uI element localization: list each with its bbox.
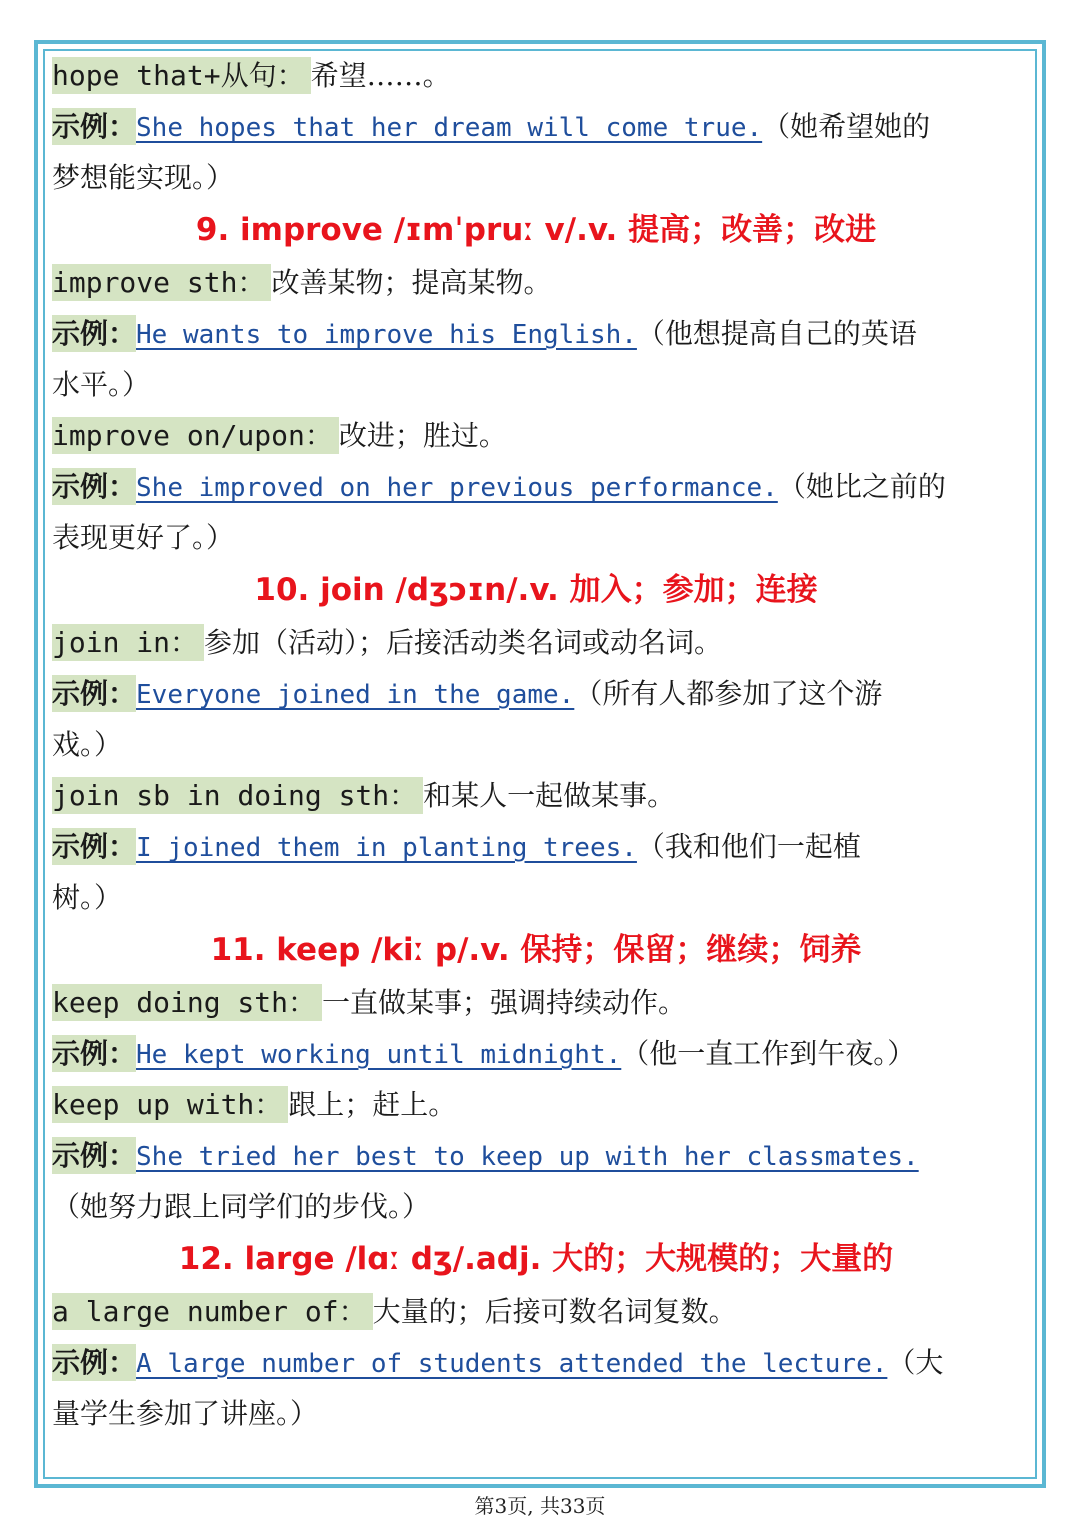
example-line [52,1130,1020,1181]
example-label: 示例： [52,1037,137,1070]
phrase-term: improve sth： [52,264,271,301]
example-line [52,1337,1020,1388]
entry-heading: 10. join /dʒɔɪn/.v. 加入；参加；连接 [254,572,818,608]
entry-heading: 12. large /lɑː dʒ/.adj. 大的；大规模的；大量的 [178,1241,894,1277]
phrase-line [52,410,1020,461]
phrase-term: a large number of： [52,1293,373,1330]
phrase-meaning: 改进；胜过。 [338,419,507,452]
example-translation-continued: 梦想能实现。） [52,161,235,194]
example-label: 示例： [52,317,137,350]
example-translation: （我和他们一起植 [636,830,861,863]
phrase-term: hope that+从句： [52,57,311,94]
example-line [52,101,1020,152]
example-sentence: Everyone joined in the game. [136,680,575,710]
phrase-term: join in： [52,624,204,661]
example-translation: （大 [887,1346,944,1379]
example-line [52,668,1020,719]
phrase-line [52,1079,1020,1130]
example-sentence: She improved on her previous performance. [136,473,778,503]
entry-heading: 11. keep /kiː p/.v. 保持；保留；继续；饲养 [210,932,862,968]
phrase-meaning: 参加（活动）；后接活动类名词或动名词。 [204,626,723,659]
example-sentence: He kept working until midnight. [136,1040,622,1070]
example-translation-continued: 水平。） [52,368,151,401]
example-line [52,1028,1020,1079]
example-translation: （她比之前的 [777,470,946,503]
phrase-line [52,1286,1020,1337]
phrase-meaning: 改善某物；提高某物。 [271,266,552,299]
example-translation-continued: 量学生参加了讲座。） [52,1397,319,1430]
phrase-line [52,617,1020,668]
example-sentence: I joined them in planting trees. [136,833,637,863]
example-label: 示例： [52,830,137,863]
phrase-term: improve on/upon： [52,417,339,454]
example-sentence: He wants to improve his English. [136,320,637,350]
example-line [52,821,1020,872]
example-translation: （他想提高自己的英语 [636,317,917,350]
phrase-term: keep doing sth： [52,984,322,1021]
phrase-meaning: 一直做某事；强调持续动作。 [322,986,687,1019]
phrase-meaning: 希望……。 [310,59,451,92]
example-label: 示例： [52,1139,137,1172]
example-translation: （他一直工作到午夜。） [621,1037,916,1070]
example-translation-continued: 戏。） [52,728,123,761]
phrase-line [52,257,1020,308]
phrase-line [52,977,1020,1028]
example-sentence: She hopes that her dream will come true. [136,113,763,143]
example-translation: （所有人都参加了这个游 [574,677,883,710]
example-translation: （她希望她的 [762,110,931,143]
example-label: 示例： [52,1346,137,1379]
phrase-line [52,770,1020,821]
example-translation-continued: 表现更好了。） [52,521,235,554]
vocabulary-content [52,50,1020,1439]
example-line [52,308,1020,359]
phrase-term: keep up with： [52,1086,288,1123]
example-label: 示例： [52,110,137,143]
example-translation-continued: （她努力跟上同学们的步伐。） [52,1190,431,1223]
phrase-line [52,50,1020,101]
example-label: 示例： [52,470,137,503]
example-translation-continued: 树。） [52,881,123,914]
phrase-term: join sb in doing sth： [52,777,423,814]
example-line [52,461,1020,512]
page-footer: 第3页, 共33页 [474,1494,606,1518]
example-label: 示例： [52,677,137,710]
example-sentence: A large number of students attended the lecture. [136,1349,888,1379]
phrase-meaning: 跟上；赶上。 [288,1088,457,1121]
example-sentence: She tried her best to keep up with her classmates. [136,1142,919,1172]
entry-heading: 9. improve /ɪmˈpruː v/.v. 提高；改善；改进 [195,212,877,248]
phrase-meaning: 大量的；后接可数名词复数。 [372,1295,737,1328]
phrase-meaning: 和某人一起做某事。 [423,779,676,812]
